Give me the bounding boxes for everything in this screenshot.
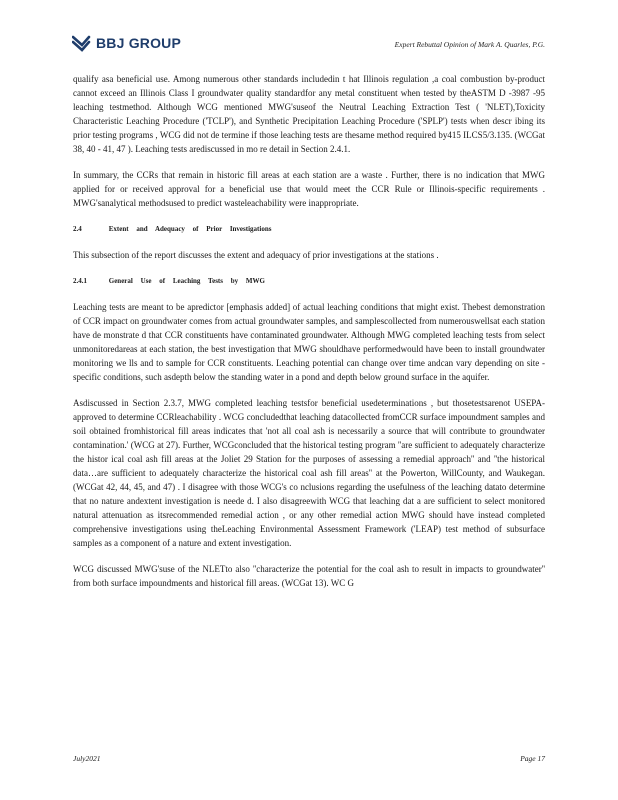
footer-date: July2021 (73, 754, 101, 763)
paragraph: Leaching tests are meant to be apredictor [emphasis added] of actual leaching conditions that might exist. Thebest demonstration of CCR impact on groundwater comes from actual groundwater samples, and samplescollected from numerouswellsat each station have de monstrate d that CCR constituents have contaminated groundwater. Although MWG completed leaching tests from select unmonitoredareas at each station, the best investigation that MWG shouldhave performedwould have been to install groundwater monitoring we lls and to sample for CCR constituents. Leaching potential can change over time andcan vary depending on site -specific conditions, such asdepth below the standing water in a pond and depth below ground surface in the aquifer. (73, 302, 545, 382)
paragraph: qualify asa beneficial use. Among numerous other standards includedin t hat Illinois regulation ,a coal combustion by-product cannot exceed an Illinois Class I groundwater quality standardfor any metal constituent when tested by theASTM D -3987 -95 leaching testmethod. Although WCG mentioned MWG'suseof the Neutral Leaching Extraction Test ( 'NLET),Toxicity Characteristic Leaching Procedure ('TCLP'), and Synthetic Precipitation Leaching Procedure ('SPLP') tests when descr ibing its prior testing programs , WCG did not de termine if those leaching tests are thesame method required by415 ILCS5/3.135. (WCGat 38, 40 - 41, 47 ). Leaching tests arediscussed in mo re detail in Section 2.4.1. (73, 74, 545, 154)
company-logo (72, 34, 181, 52)
section-heading (73, 222, 545, 236)
page-number: Page 17 (520, 754, 545, 763)
paragraph: In summary, the CCRs that remain in historic fill areas at each station are a waste . Further, there is no indication that MWG applied for or received approval for a beneficial use that would meet the CCR Rule or Illinois-specific requirements . MWG'sanalytical methodsused to predict wasteleachability were inappropriate. (73, 170, 545, 208)
logo-text: BBJ GROUP (96, 35, 182, 51)
subsection-title: General Use of Leaching Tests by MWG (108, 277, 265, 285)
paragraph: Asdiscussed in Section 2.3.7, MWG completed leaching testsfor beneficial usedeterminations , but thosetestsarenot USEPA- approved to determine CCRleachability . WCG concludedthat leaching datacollected fromCCR surface impoundment samples and soil obtained fromhistorical fill areas indicates that 'not all coal ash is necessarily a source that will contribute to groundwater contamination.' (WCG at 27). Further, WCGconcluded that the historical testing program ''are sufficient to adequately characterize the histor ical coal ash fill areas at the Joliet 29 Station for the purposes of assessing a remedial approach'' and ''the historical data…are sufficient to adequately characterize the historical coal ash fill areas'' at the Powerton, WillCounty, and Waukegan. (WCGat 42, 44, 45, and 47) . I disagree with those WCG's co nclusions regarding the usefulness of the leaching datato determine that no nature andextent investigation is neede d. I also disagreewith WCG that leaching dat a are sufficient to select monitored natural attenuation as itsrecommended remedial action , or any other remedial action MWG should have instead completed comprehensive investigations using theLeaching Environmental Assessment Framework ('LEAP) test method of subsurface samples as a component of a nature and extent investigation. (73, 398, 545, 548)
section-title: Extent and Adequacy of Prior Investigations (108, 225, 272, 233)
section-number: 2.4 (73, 225, 82, 233)
page-header (0, 0, 618, 60)
bbj-wave-logo-icon (72, 34, 92, 52)
paragraph: WCG discussed MWG'suse of the NLETto also ''characterize the potential for the coal ash to result in impacts to groundwater'' from both surface impoundments and historical fill areas. (WCGat 13). WC G (73, 564, 545, 588)
subsection-number: 2.4.1 (73, 277, 87, 285)
paragraph: This subsection of the report discusses the extent and adequacy of prior investigations at the stations . (73, 250, 439, 260)
report-title: Expert Rebuttal Opinion of Mark A. Quarles, P.G. (394, 40, 545, 49)
subsection-heading (73, 274, 545, 288)
page-body (73, 72, 545, 602)
